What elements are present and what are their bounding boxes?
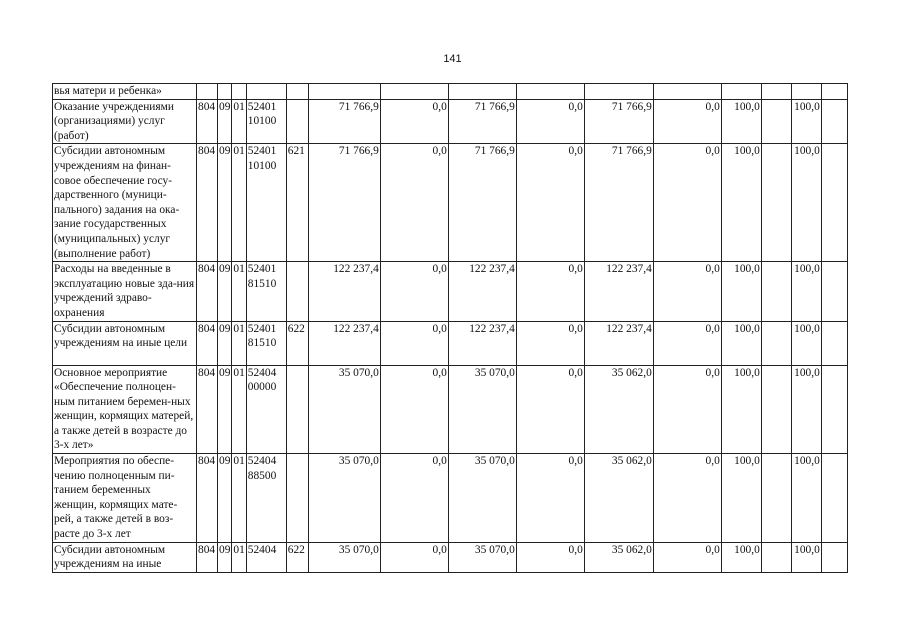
value-5: 122 237,4	[584, 321, 653, 365]
expense-type-code	[286, 99, 308, 144]
value-3: 122 237,4	[448, 262, 516, 321]
value-4: 0,0	[516, 321, 584, 365]
value-4: 0,0	[516, 365, 584, 454]
subsection-code: 01	[232, 321, 246, 365]
table-row	[53, 84, 848, 100]
empty-cell	[761, 84, 791, 100]
table-row	[53, 321, 848, 365]
grbs-code: 804	[197, 262, 218, 321]
value-4: 0,0	[516, 454, 584, 543]
expense-type-code	[286, 262, 308, 321]
row-name: Мероприятия по обеспе-чению полноценным пи-танием беременных женщин, кормящих мате-рей, а также детей в воз-расте до 3-х лет	[53, 454, 197, 543]
value-2: 0,0	[380, 99, 448, 144]
value-7: 100,0	[721, 454, 761, 543]
value-4: 0,0	[516, 144, 584, 262]
section-code: 09	[218, 99, 232, 144]
value-7: 100,0	[721, 99, 761, 144]
value-5: 35 062,0	[584, 454, 653, 543]
value-7: 100,0	[721, 144, 761, 262]
value-1: 35 070,0	[308, 542, 380, 572]
empty-cell	[821, 542, 847, 572]
row-name: Оказание учреждениями (организациями) услуг (работ)	[53, 99, 197, 144]
page-number: 141	[443, 53, 462, 65]
empty-cell	[761, 262, 791, 321]
value-2: 0,0	[380, 144, 448, 262]
value-5: 71 766,9	[584, 99, 653, 144]
target-article-code: 52401 10100	[246, 99, 286, 144]
value-3: 71 766,9	[448, 144, 516, 262]
grbs-code: 804	[197, 454, 218, 543]
value-7: 100,0	[721, 365, 761, 454]
expense-type-code	[286, 454, 308, 543]
empty-cell	[821, 144, 847, 262]
empty-cell	[761, 542, 791, 572]
target-article-code: 52401 10100	[246, 144, 286, 262]
value-8: 100,0	[791, 365, 821, 454]
value-8: 100,0	[791, 542, 821, 572]
value-6: 0,0	[653, 365, 721, 454]
section-code: 09	[218, 262, 232, 321]
value-1: 122 237,4	[308, 262, 380, 321]
value-8: 100,0	[791, 262, 821, 321]
table-row	[53, 365, 848, 454]
value-4: 0,0	[516, 99, 584, 144]
target-article-code: 52404 00000	[246, 365, 286, 454]
section-code: 09	[218, 454, 232, 543]
row-name: Субсидии автономным учреждениям на иные	[53, 542, 197, 572]
row-name: Субсидии автономным учреждениям на иные цели	[53, 321, 197, 365]
value-5: 71 766,9	[584, 144, 653, 262]
grbs-code	[197, 84, 218, 100]
value-1	[308, 84, 380, 100]
value-7: 100,0	[721, 542, 761, 572]
subsection-code: 01	[232, 365, 246, 454]
value-4: 0,0	[516, 262, 584, 321]
value-1: 35 070,0	[308, 365, 380, 454]
empty-cell	[821, 321, 847, 365]
section-code: 09	[218, 365, 232, 454]
value-5	[584, 84, 653, 100]
value-5: 35 062,0	[584, 365, 653, 454]
row-name: Основное мероприятие «Обеспечение полноцен-ным питанием беремен-ных женщин, кормящих матерей, а также детей в возрасте до 3-х лет»	[53, 365, 197, 454]
value-8: 100,0	[791, 321, 821, 365]
value-1: 122 237,4	[308, 321, 380, 365]
value-4: 0,0	[516, 542, 584, 572]
empty-cell	[761, 454, 791, 543]
row-name: вья матери и ребенка»	[53, 84, 197, 100]
grbs-code: 804	[197, 542, 218, 572]
value-5: 35 062,0	[584, 542, 653, 572]
row-name: Субсидии автономным учреждениям на финан-совое обеспечение госу-дарственного (муници-пального) задания на ока-зание государственных (муниципальных) услуг (выполнение работ)	[53, 144, 197, 262]
expense-type-code	[286, 365, 308, 454]
table-row	[53, 144, 848, 262]
value-1: 71 766,9	[308, 144, 380, 262]
value-3: 35 070,0	[448, 542, 516, 572]
subsection-code: 01	[232, 144, 246, 262]
target-article-code: 52401 81510	[246, 321, 286, 365]
value-2: 0,0	[380, 262, 448, 321]
empty-cell	[821, 99, 847, 144]
subsection-code: 01	[232, 542, 246, 572]
empty-cell	[761, 99, 791, 144]
table-row	[53, 454, 848, 543]
target-article-code: 52401 81510	[246, 262, 286, 321]
target-article-code: 52404	[246, 542, 286, 572]
value-3: 71 766,9	[448, 99, 516, 144]
value-2	[380, 84, 448, 100]
value-1: 35 070,0	[308, 454, 380, 543]
section-code: 09	[218, 542, 232, 572]
value-2: 0,0	[380, 365, 448, 454]
value-2: 0,0	[380, 454, 448, 543]
value-2: 0,0	[380, 542, 448, 572]
table-row	[53, 542, 848, 572]
budget-table	[52, 83, 848, 573]
subsection-code: 01	[232, 454, 246, 543]
table-row	[53, 262, 848, 321]
empty-cell	[821, 454, 847, 543]
expense-type-code: 622	[286, 321, 308, 365]
value-3: 122 237,4	[448, 321, 516, 365]
expense-type-code: 622	[286, 542, 308, 572]
value-8	[791, 84, 821, 100]
value-3: 35 070,0	[448, 365, 516, 454]
grbs-code: 804	[197, 144, 218, 262]
subsection-code: 01	[232, 262, 246, 321]
empty-cell	[761, 321, 791, 365]
value-4	[516, 84, 584, 100]
grbs-code: 804	[197, 321, 218, 365]
section-code: 09	[218, 321, 232, 365]
value-3	[448, 84, 516, 100]
value-6: 0,0	[653, 542, 721, 572]
value-7: 100,0	[721, 321, 761, 365]
value-6: 0,0	[653, 99, 721, 144]
empty-cell	[821, 262, 847, 321]
target-article-code: 52404 88500	[246, 454, 286, 543]
empty-cell	[761, 365, 791, 454]
table-row	[53, 99, 848, 144]
expense-type-code	[286, 84, 308, 100]
subsection-code	[232, 84, 246, 100]
value-7	[721, 84, 761, 100]
value-6: 0,0	[653, 454, 721, 543]
value-5: 122 237,4	[584, 262, 653, 321]
target-article-code	[246, 84, 286, 100]
section-code	[218, 84, 232, 100]
empty-cell	[761, 144, 791, 262]
empty-cell	[821, 365, 847, 454]
expense-type-code: 621	[286, 144, 308, 262]
value-6: 0,0	[653, 321, 721, 365]
value-8: 100,0	[791, 454, 821, 543]
value-1: 71 766,9	[308, 99, 380, 144]
value-3: 35 070,0	[448, 454, 516, 543]
value-6: 0,0	[653, 144, 721, 262]
grbs-code: 804	[197, 365, 218, 454]
value-6: 0,0	[653, 262, 721, 321]
value-2: 0,0	[380, 321, 448, 365]
row-name: Расходы на введенные в эксплуатацию новые зда-ния учреждений здраво-охранения	[53, 262, 197, 321]
value-8: 100,0	[791, 144, 821, 262]
value-7: 100,0	[721, 262, 761, 321]
subsection-code: 01	[232, 99, 246, 144]
value-8: 100,0	[791, 99, 821, 144]
section-code: 09	[218, 144, 232, 262]
value-6	[653, 84, 721, 100]
empty-cell	[821, 84, 847, 100]
grbs-code: 804	[197, 99, 218, 144]
